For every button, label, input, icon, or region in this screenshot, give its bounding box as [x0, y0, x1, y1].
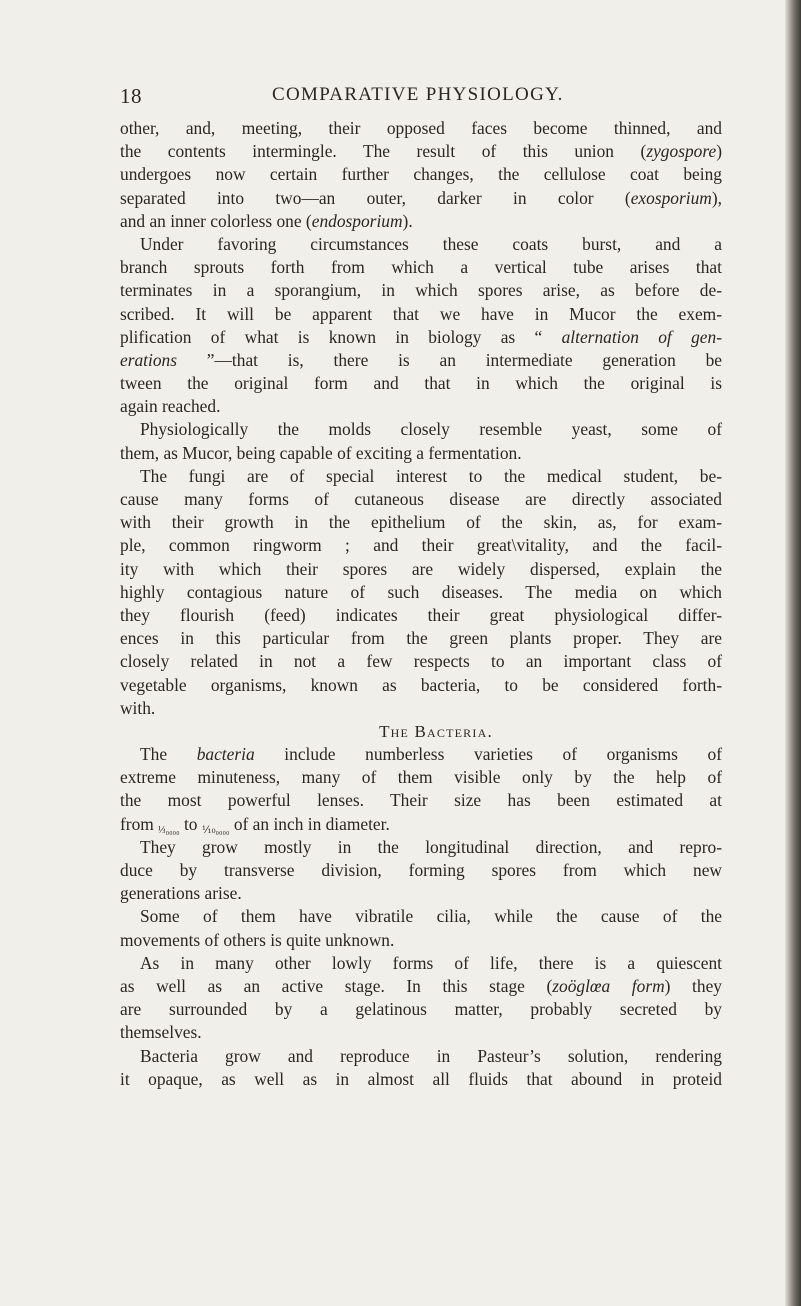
text-line: other, and, meeting, their opposed faces become thinned, and	[120, 118, 722, 138]
text-line: are surrounded by a gelatinous matter, probably secreted by	[120, 999, 722, 1020]
text-line: the contents intermingle. The result of this union (zygospore)	[120, 141, 722, 162]
text-line: erations ”—that is, there is an intermediate generation be	[120, 349, 722, 370]
text-line: they flourish (feed) indicates their great physiological differ-	[120, 604, 722, 625]
text-line: vegetable organisms, known as bacteria, to be considered forth-	[120, 674, 722, 695]
paragraph-start: Under favoring circumstances these coats burst, and a	[140, 233, 722, 254]
body-text	[120, 117, 722, 1091]
fraction: ⅒₀₀₀₀	[201, 824, 230, 836]
text-line: and an inner colorless one (endosporium).	[120, 210, 413, 231]
text-line: ple, common ringworm ; and their great\vitality, and the facil-	[120, 535, 722, 556]
text-line: it opaque, as well as in almost all fluids that abound in proteid	[120, 1068, 722, 1089]
term-exosporium: exosporium	[630, 187, 712, 208]
term-zygospore: zygospore	[646, 141, 717, 162]
text-line: as well as an active stage. In this stage (zoöglœa form) they	[120, 975, 722, 996]
term-endosporium: endosporium	[311, 210, 403, 231]
running-head: COMPARATIVE PHYSIOLOGY.	[272, 84, 564, 105]
paragraph-start: The bacteria include numberless varieties of organisms of	[140, 744, 722, 765]
text-line: again reached.	[120, 396, 221, 417]
text-line: movements of others is quite unknown.	[120, 929, 395, 950]
paragraph-start: As in many other lowly forms of life, there is a quiescent	[140, 952, 722, 973]
text-line: terminates in a sporangium, in which spores arise, as before de-	[120, 280, 722, 301]
section-heading: The Bacteria.	[379, 721, 493, 741]
text-line: highly contagious nature of such diseases. The media on which	[120, 581, 722, 602]
text-line: ity with which their spores are widely dispersed, explain the	[120, 558, 722, 579]
text-line: branch sprouts forth from which a vertical tube arises that	[120, 257, 722, 278]
page-number: 18	[120, 84, 142, 108]
text-line: closely related in not a few respects to an important class of	[120, 651, 722, 672]
fraction: ⅓₀₀₀₀	[158, 824, 180, 836]
term-zoogloea: zoöglœa form	[552, 975, 665, 996]
text-line: duce by transverse division, forming spores from which new	[120, 860, 722, 880]
text-line: cause many forms of cutaneous disease are directly associated	[120, 489, 722, 509]
paragraph-start: They grow mostly in the longitudinal direction, and repro-	[140, 836, 722, 857]
text-line: with.	[120, 697, 156, 718]
term-bacteria: bacteria	[196, 744, 255, 765]
paragraph-start: The fungi are of special interest to the medical student, be-	[140, 465, 722, 486]
text-line: ences in this particular from the green plants proper. They are	[120, 628, 722, 649]
text-line: tween the original form and that in which the original is	[120, 373, 722, 394]
term-alternation: alternation of gen-	[561, 326, 722, 347]
text-line: extreme minuteness, many of them visible only by the help of	[120, 767, 722, 788]
text-line: the most powerful lenses. Their size has been estimated at	[120, 790, 722, 811]
text-line: them, as Mucor, being capable of exciting a fermentation.	[120, 442, 522, 463]
paragraph-start: Some of them have vibratile cilia, while the cause of the	[140, 906, 722, 927]
page-edge-shadow	[785, 0, 801, 1306]
text-line: with their growth in the epithelium of the skin, as, for exam-	[120, 512, 722, 533]
text-line: plification of what is known in biology as “ alternation of gen-	[120, 326, 722, 347]
page-header	[120, 84, 722, 110]
text-line: from ⅓₀₀₀₀ to ⅒₀₀₀₀ of an inch in diameter.	[120, 813, 390, 836]
text-line: undergoes now certain further changes, the cellulose coat being	[120, 164, 722, 185]
term-erations: erations	[120, 349, 178, 370]
paragraph-start: Physiologically the molds closely resemble yeast, some of	[140, 419, 722, 440]
text-line: separated into two—an outer, darker in color (exosporium),	[120, 187, 722, 208]
text-line: themselves.	[120, 1022, 202, 1043]
text-line: scribed. It will be apparent that we have in Mucor the exem-	[120, 303, 722, 324]
text-line: generations arise.	[120, 883, 242, 904]
paragraph-start: Bacteria grow and reproduce in Pasteur’s solution, rendering	[140, 1045, 722, 1066]
